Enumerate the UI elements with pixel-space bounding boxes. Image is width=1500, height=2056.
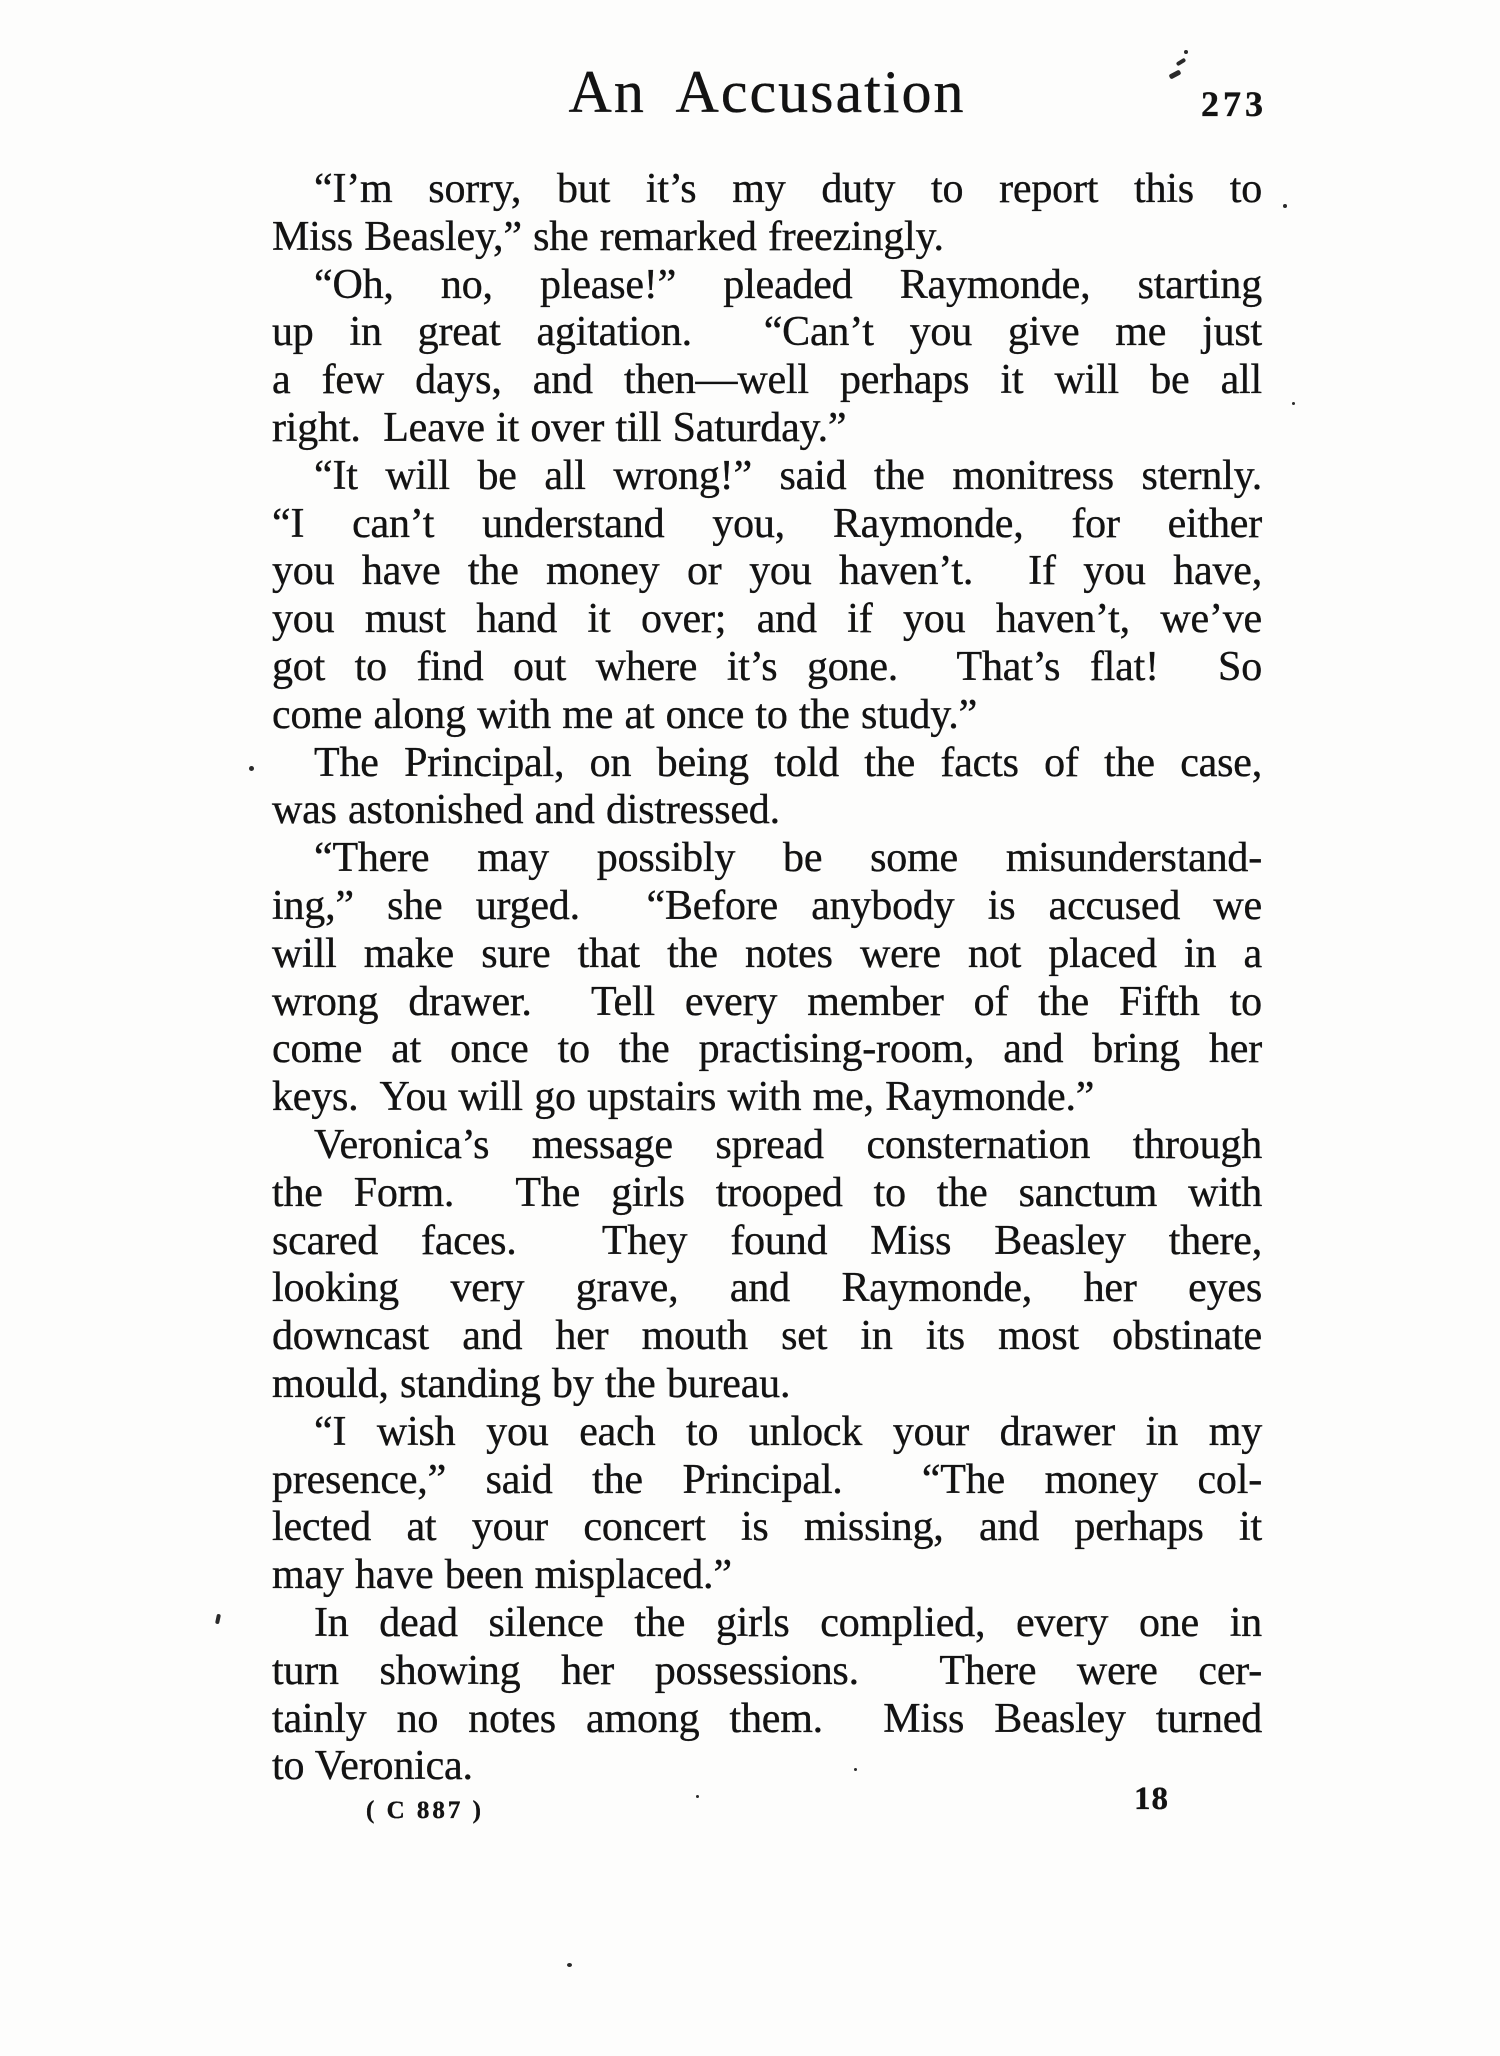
ink-speck (567, 1963, 572, 1967)
text-line: “I’m sorry, but it’s my duty to report this to (314, 166, 1262, 212)
text-line: come at once to the practising-room, and bring her (272, 1026, 1262, 1073)
ink-speck (854, 1768, 857, 1771)
ink-speck (696, 1795, 699, 1798)
text-line: you have the money or you haven’t. If you have, (272, 548, 1262, 595)
text-line: a few days, and then—well perhaps it will be all (272, 357, 1262, 404)
text-line: wrong drawer. Tell every member of the Fifth to (272, 978, 1262, 1025)
text-line: right. Leave it over till Saturday.” (272, 404, 847, 451)
text-line: “I wish you each to unlock your drawer in my (314, 1408, 1262, 1455)
text-line: mould, standing by the bureau. (272, 1360, 791, 1407)
text-line: presence,” said the Principal. “The money col- (272, 1456, 1262, 1503)
page-number: 273 (1201, 84, 1267, 124)
ink-speck (1283, 204, 1287, 208)
body-text (272, 166, 1262, 1791)
text-line: will make sure that the notes were not placed in a (272, 930, 1262, 977)
running-head-title: An Accusation (568, 59, 966, 125)
signature-number: 18 (1134, 1781, 1169, 1817)
text-line: ing,” she urged. “Before anybody is accused we (272, 882, 1262, 929)
text-line: “Oh, no, please!” pleaded Raymonde, starting (314, 261, 1262, 308)
text-line: lected at your concert is missing, and perhaps it (272, 1504, 1262, 1551)
text-line: In dead silence the girls complied, every one in (314, 1599, 1262, 1646)
ink-speck (215, 1614, 221, 1625)
printer-plate-mark: ( C 887 ) (366, 1797, 484, 1824)
text-line: turn showing her possessions. There were cer- (272, 1647, 1262, 1694)
ink-speck (1292, 402, 1295, 405)
text-line: “I can’t understand you, Raymonde, for either (272, 500, 1262, 547)
text-line: was astonished and distressed. (272, 787, 780, 834)
text-line: got to find out where it’s gone. That’s flat! So (272, 643, 1262, 690)
text-line: looking very grave, and Raymonde, her eyes (272, 1265, 1262, 1312)
text-line: downcast and her mouth set in its most obstinate (272, 1313, 1262, 1360)
text-line: tainly no notes among them. Miss Beasley turned (272, 1695, 1262, 1742)
text-line: “It will be all wrong!” said the monitress sternly. (314, 452, 1262, 499)
text-line: to Veronica. (272, 1743, 473, 1790)
text-line: The Principal, on being told the facts of the case, (314, 739, 1262, 786)
text-line: come along with me at once to the study.” (272, 691, 978, 738)
ink-speck (249, 766, 254, 771)
text-line: you must hand it over; and if you haven’t, we’ve (272, 596, 1262, 643)
text-line: the Form. The girls trooped to the sanctum with (272, 1169, 1262, 1216)
text-line: may have been misplaced.” (272, 1552, 732, 1599)
text-line: keys. You will go upstairs with me, Raymonde.” (272, 1074, 1095, 1121)
text-line: Miss Beasley,” she remarked freezingly. (272, 213, 944, 260)
text-line: Veronica’s message spread consternation through (314, 1121, 1262, 1168)
text-line: “There may possibly be some misunderstand- (314, 835, 1262, 882)
text-line: up in great agitation. “Can’t you give me just (272, 309, 1262, 356)
text-line: scared faces. They found Miss Beasley there, (272, 1217, 1262, 1264)
